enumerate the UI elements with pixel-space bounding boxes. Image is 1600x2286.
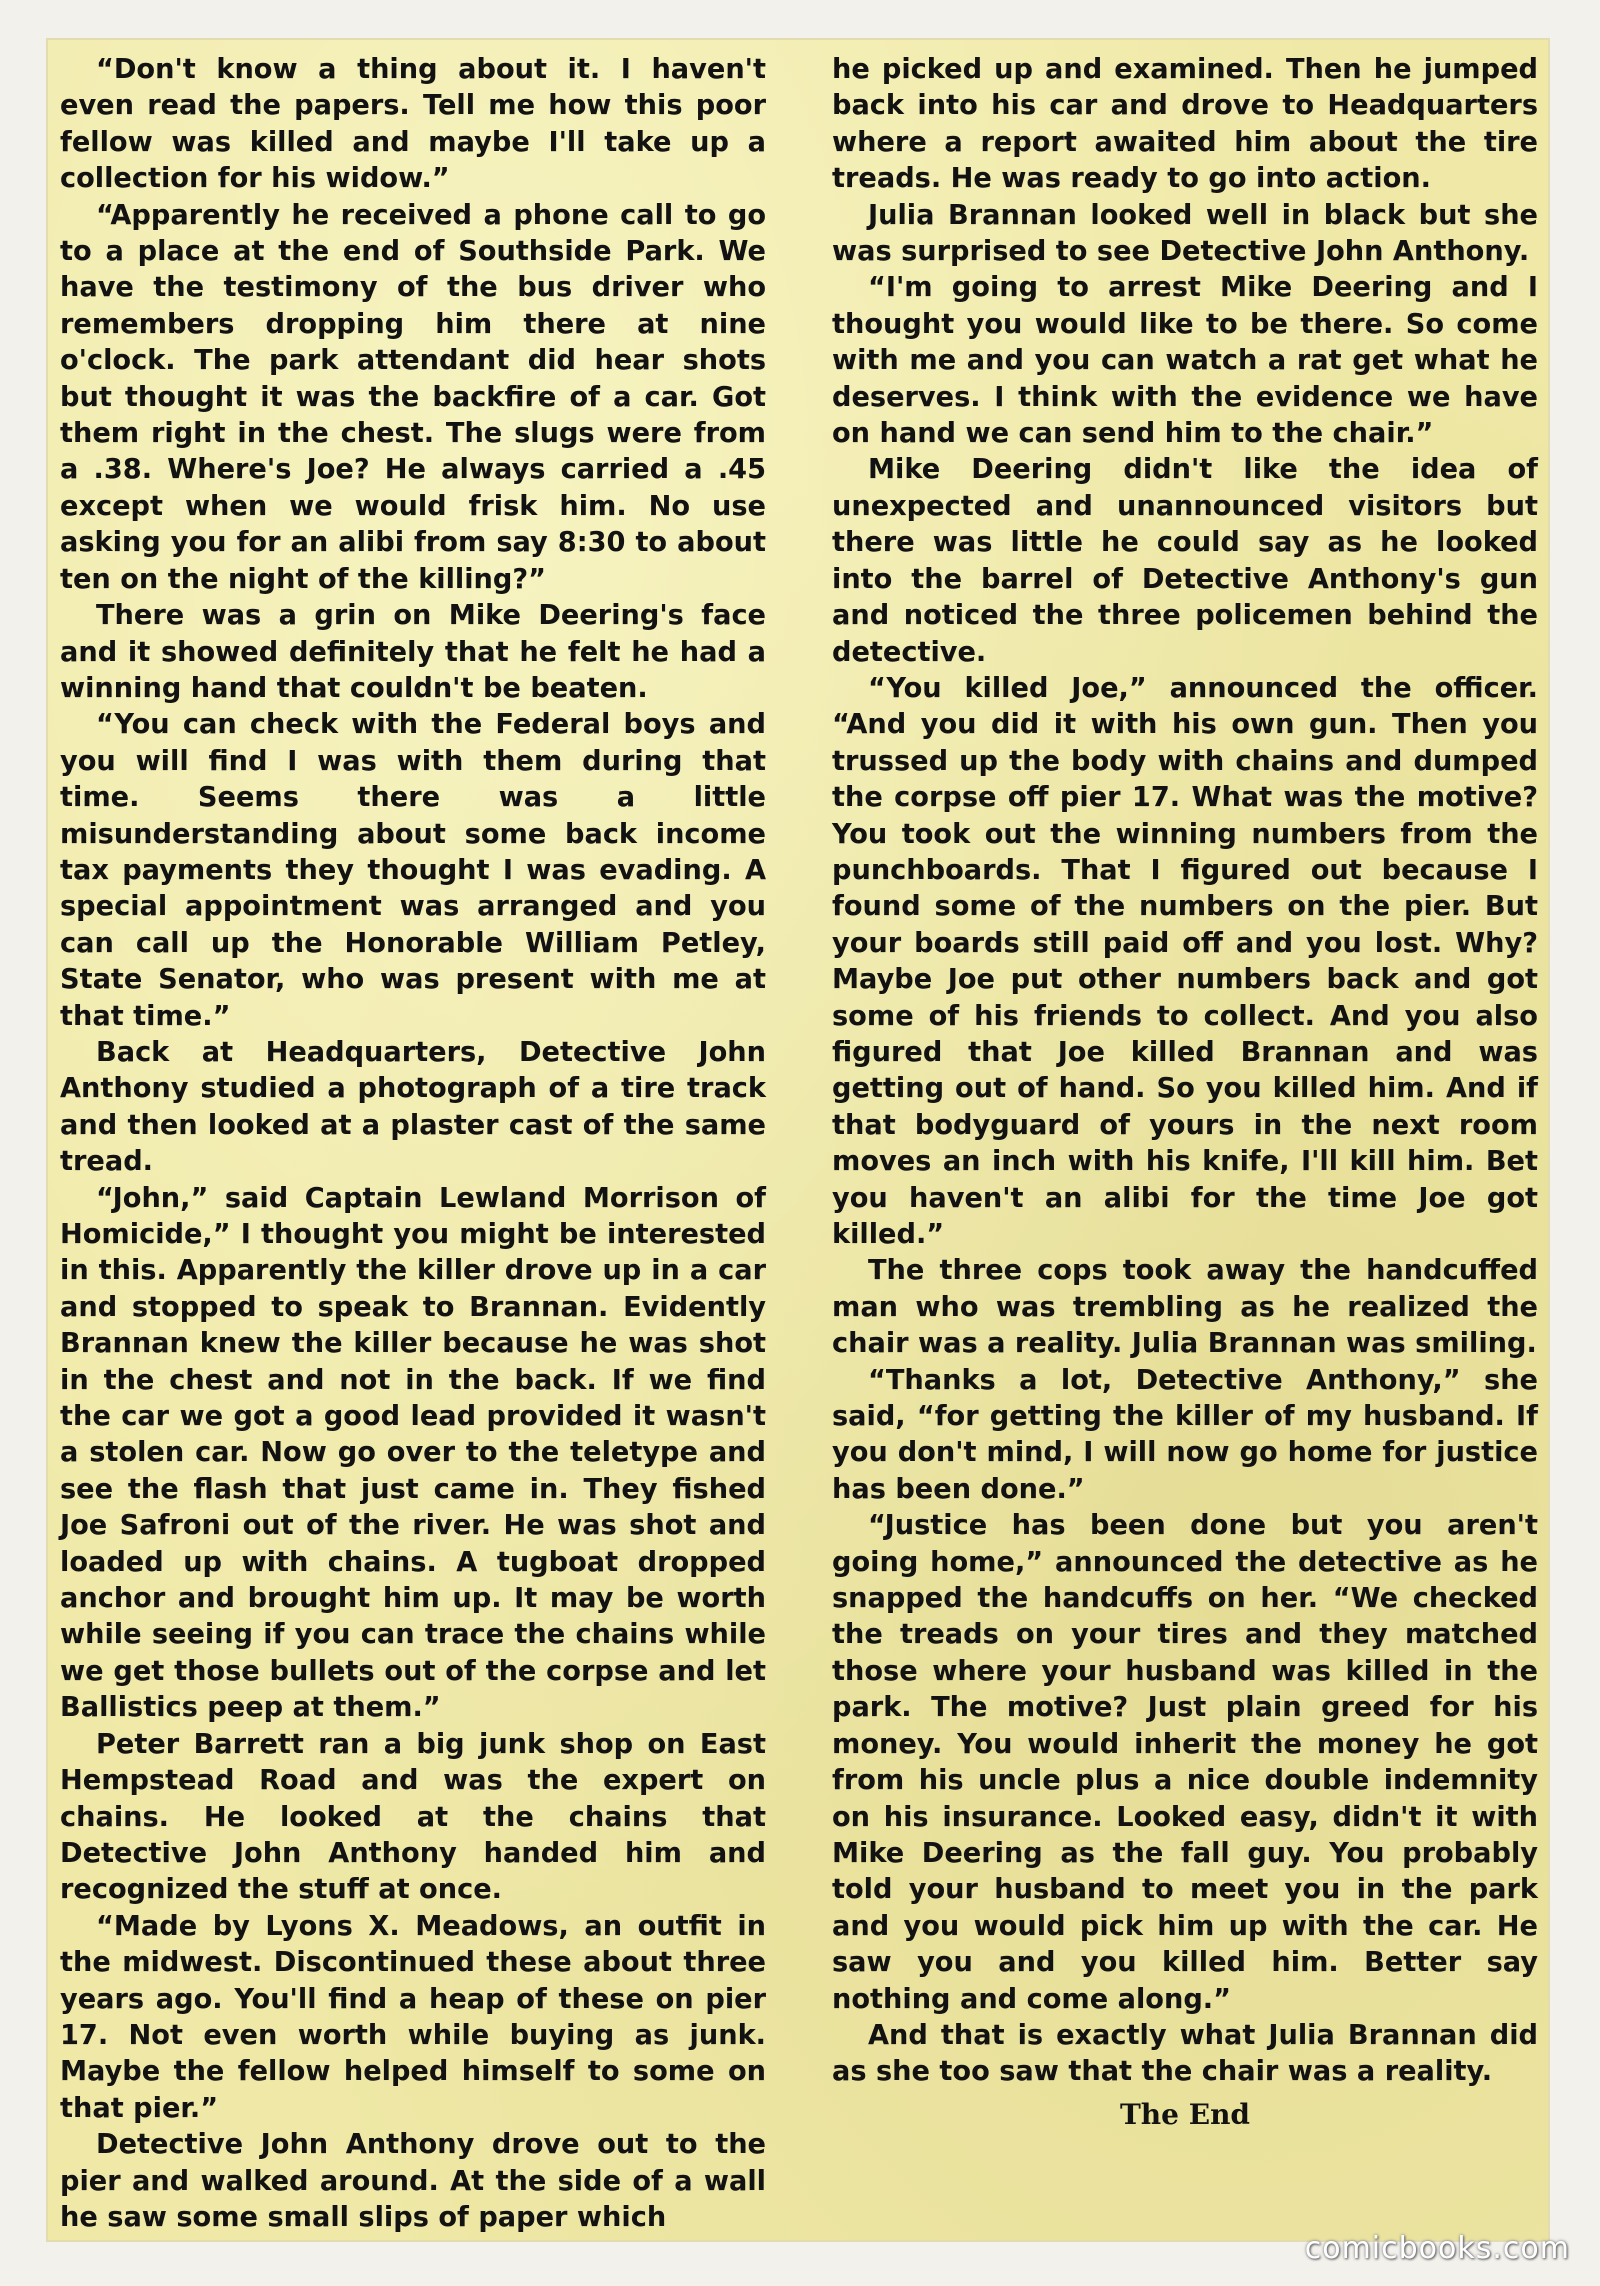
paragraph: And that is exactly what Julia Brannan did as she too saw that the chair was a reality. bbox=[832, 2019, 1538, 2088]
paragraph: “I'm going to arrest Mike Deering and I thought you would like to be there. So come with me and you can watch a rat get what he deserves. I think with the evidence we have on hand we can send him to the chair.” bbox=[832, 272, 1538, 450]
left-text-column bbox=[60, 52, 766, 2236]
paragraph: “Don't know a thing about it. I haven't even read the papers. Tell me how this poor fellow was killed and maybe I'll take up a collection for his widow.” bbox=[60, 54, 766, 195]
story-page bbox=[48, 40, 1548, 2240]
paragraph: he picked up and examined. Then he jumped back into his car and drove to Headquarters where a report awaited him about the tire treads. He was ready to go into action. bbox=[832, 54, 1538, 195]
paragraph: “Made by Lyons X. Meadows, an outfit in the midwest. Discontinued these about three years ago. You'll find a heap of these on pier 17. Not even worth while buying as junk. Maybe the fellow helped himself to some on that pier.” bbox=[60, 1910, 766, 2124]
paragraph: The three cops took away the handcuffed man who was trembling as he realized the chair was a reality. Julia Brannan was smiling. bbox=[832, 1255, 1538, 1360]
paragraph: “You killed Joe,” announced the officer. “And you did it with his own gun. Then you trussed up the body with chains and dumped the corpse off pier 17. What was the motive? You took out the winning numbers from the punchboards. That I figured out because I found some of the numbers on the pier. But your boards still paid off and you lost. Why? Maybe Joe put other numbers back and got some of his friends to collect. And you also figured that Joe killed Brannan and was getting out of hand. So you killed him. And if that bodyguard of yours in the next room moves an inch with his knife, I'll kill him. Bet you haven't an alibi for the time Joe got killed.” bbox=[832, 672, 1538, 1250]
the-end-label: The End bbox=[1119, 2097, 1251, 2131]
paragraph: Back at Headquarters, Detective John Anthony studied a photograph of a tire track and then looked at a plaster cast of the same tread. bbox=[60, 1036, 766, 1178]
paragraph: There was a grin on Mike Deering's face and it showed definitely that he felt he had a winning hand that couldn't be beaten. bbox=[60, 600, 766, 704]
right-text-column bbox=[832, 52, 1538, 2133]
paragraph: “Justice has been done but you aren't going home,” announced the detective as he snapped the handcuffs on her. “We checked the treads on your tires and they matched those where your husband was killed in the park. The motive? Just plain greed for his money. You would inherit the money he got from his uncle plus a nice double indemnity on his insurance. Looked easy, didn't it with Mike Deering as the fall guy. You probably told your husband to meet you in the park and you would pick him up with the car. He saw you and you killed him. Better say nothing and come along.” bbox=[832, 1510, 1538, 2015]
paragraph: “Apparently he received a phone call to go to a place at the end of Southside Park. We have the testimony of the bus driver who remembers dropping him there at nine o'clock. The park attendant did hear shots but thought it was the backfire of a car. Got them right in the chest. The slugs were from a .38. Where's Joe? He always carried a .45 except when we would frisk him. No use asking you for an alibi from say 8:30 to about ten on the night of the killing?” bbox=[60, 199, 766, 595]
paragraph: “John,” said Captain Lewland Morrison of Homicide,” I thought you might be interested in this. Apparently the killer drove up in a car and stopped to speak to Brannan. Evidently Brannan knew the killer because he was shot in the chest and not in the back. If we find the car we got a good lead provided it wasn't a stolen car. Now go over to the teletype and see the flash that just came in. They fished Joe Safroni out of the river. He was shot and loaded up with chains. A tugboat dropped anchor and brought him up. It may be worth while seeing if you can trace the chains while we get those bullets out of the corpse and let Ballistics peep at them.” bbox=[60, 1182, 766, 1724]
paragraph: Julia Brannan looked well in black but she was surprised to see Detective John Anthony. bbox=[832, 199, 1538, 268]
paragraph: “You can check with the Federal boys and you will find I was with them during that time. Seems there was a little misunderstanding about some back income tax payments they thought I was evading. A special appointment was arranged and you can call up the Honorable William Petley, State Senator, who was present with me at that time.” bbox=[60, 709, 766, 1032]
paragraph: Peter Barrett ran a big junk shop on East Hempstead Road and was the expert on chains. He looked at the chains that Detective John Anthony handed him and recognized the stuff at once. bbox=[60, 1728, 766, 1906]
paragraph: Mike Deering didn't like the idea of unexpected and unannounced visitors but there was little he could say as he looked into the barrel of Detective Anthony's gun and noticed the three policemen behind the detective. bbox=[832, 454, 1538, 668]
site-watermark: comicbooks.com bbox=[1304, 2231, 1570, 2266]
paragraph: Detective John Anthony drove out to the pier and walked around. At the side of a wall he saw some small slips of paper which bbox=[60, 2129, 766, 2233]
paragraph: “Thanks a lot, Detective Anthony,” she said, “for getting the killer of my husband. If you don't mind, I will now go home for justice has been done.” bbox=[832, 1364, 1538, 1505]
